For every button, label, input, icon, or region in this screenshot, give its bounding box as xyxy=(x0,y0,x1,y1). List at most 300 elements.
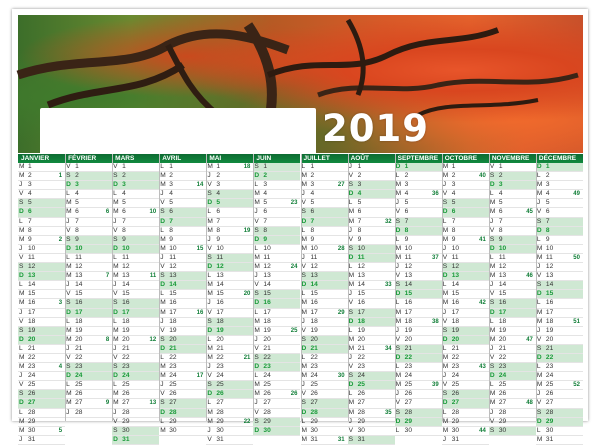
day-letter: M xyxy=(348,399,355,407)
day-number: 13 xyxy=(545,272,554,280)
day-row xyxy=(395,218,442,227)
day-row xyxy=(301,181,348,190)
day-letter: M xyxy=(395,190,402,198)
day-row xyxy=(112,199,159,208)
day-row xyxy=(348,427,395,436)
day-row xyxy=(489,418,536,427)
day-row xyxy=(65,263,112,272)
day-number: 22 xyxy=(310,353,318,361)
day-row xyxy=(395,254,442,263)
day-row xyxy=(442,345,489,354)
day-number: 16 xyxy=(310,299,318,307)
day-number: 20 xyxy=(169,335,177,343)
day-number: 9 xyxy=(404,235,409,243)
month-header: FÉVRIER xyxy=(65,154,112,163)
day-number: 5 xyxy=(75,199,79,207)
day-letter: M xyxy=(442,363,449,371)
month-header: JUIN xyxy=(253,154,300,163)
day-letter: L xyxy=(160,290,164,298)
day-letter: D xyxy=(19,335,24,343)
day-row xyxy=(112,390,159,399)
day-row xyxy=(206,381,253,390)
day-number: 5 xyxy=(451,199,456,207)
day-number: 24 xyxy=(263,372,271,380)
day-letter: S xyxy=(254,417,259,425)
day-row xyxy=(442,299,489,308)
day-letter: V xyxy=(254,408,259,416)
day-number: 19 xyxy=(169,326,177,334)
column-divider xyxy=(301,154,302,421)
week-number: 10 xyxy=(149,209,157,216)
day-number: 6 xyxy=(263,208,268,216)
day-row xyxy=(18,254,65,263)
day-letter: L xyxy=(207,399,211,407)
day-letter: L xyxy=(254,181,259,189)
day-letter: M xyxy=(395,181,402,189)
day-row xyxy=(112,163,159,172)
day-number: 22 xyxy=(169,353,177,361)
day-number: 23 xyxy=(404,363,412,371)
day-row xyxy=(348,345,395,354)
day-letter: M xyxy=(536,181,543,189)
day-row xyxy=(348,363,395,372)
day-list xyxy=(301,163,348,445)
day-letter: J xyxy=(207,299,211,307)
day-row xyxy=(489,381,536,390)
day-letter: L xyxy=(536,363,541,371)
day-row xyxy=(395,199,442,208)
day-letter: M xyxy=(348,281,355,289)
day-row xyxy=(489,427,536,436)
day-letter: L xyxy=(536,172,541,180)
day-number: 8 xyxy=(404,226,409,234)
day-number: 25 xyxy=(122,381,130,389)
day-number: 14 xyxy=(404,281,412,289)
day-number: 13 xyxy=(310,272,318,280)
day-number: 7 xyxy=(404,217,409,225)
day-number: 16 xyxy=(169,299,177,307)
day-number: 3 xyxy=(404,181,409,189)
day-number: 29 xyxy=(263,417,271,425)
day-row xyxy=(159,336,206,345)
day-row xyxy=(65,181,112,190)
day-row xyxy=(206,181,253,190)
day-letter: L xyxy=(113,381,117,389)
week-number: 40 xyxy=(479,173,486,180)
day-number: 21 xyxy=(545,344,554,352)
day-row xyxy=(18,427,65,436)
day-row xyxy=(65,299,112,308)
day-letter: J xyxy=(254,208,258,216)
day-number: 18 xyxy=(122,317,130,325)
day-number: 1 xyxy=(263,163,268,170)
day-row xyxy=(442,363,489,372)
day-number: 19 xyxy=(122,326,130,334)
day-number: 30 xyxy=(263,426,271,434)
day-letter: S xyxy=(301,272,306,280)
day-row xyxy=(253,236,300,245)
day-number: 11 xyxy=(122,253,130,261)
day-letter: J xyxy=(301,381,305,389)
day-row xyxy=(301,309,348,318)
week-number: 7 xyxy=(105,273,110,280)
day-number: 5 xyxy=(545,199,550,207)
day-row xyxy=(206,281,253,290)
day-letter: D xyxy=(19,272,24,280)
day-number: 15 xyxy=(357,290,365,298)
day-letter: S xyxy=(254,163,259,170)
day-row xyxy=(253,327,300,336)
day-row xyxy=(301,263,348,272)
day-letter: D xyxy=(395,353,401,361)
day-letter: L xyxy=(66,381,70,389)
day-letter: D xyxy=(113,435,118,443)
day-letter: M xyxy=(395,253,402,261)
day-number: 25 xyxy=(75,381,83,389)
day-number: 17 xyxy=(263,308,271,316)
day-number: 10 xyxy=(263,244,271,252)
day-row xyxy=(206,418,253,427)
day-letter: M xyxy=(207,417,213,425)
day-number: 12 xyxy=(404,263,412,271)
day-number: 28 xyxy=(404,408,412,416)
day-number: 17 xyxy=(75,308,83,316)
day-number: 27 xyxy=(310,399,318,407)
day-letter: M xyxy=(254,381,260,389)
day-number: 12 xyxy=(122,263,130,271)
day-row xyxy=(206,363,253,372)
day-number: 28 xyxy=(216,408,224,416)
day-row xyxy=(18,372,65,381)
day-letter: V xyxy=(66,353,71,361)
day-row xyxy=(489,409,536,418)
day-number: 6 xyxy=(122,208,126,216)
day-letter: S xyxy=(442,390,448,398)
day-number: 7 xyxy=(28,217,32,225)
day-row xyxy=(301,318,348,327)
day-letter: J xyxy=(395,263,399,271)
day-number: 6 xyxy=(28,208,32,216)
day-row xyxy=(489,318,536,327)
day-letter: J xyxy=(66,217,70,225)
day-row xyxy=(253,199,300,208)
day-letter: L xyxy=(348,263,353,271)
day-letter: J xyxy=(254,335,258,343)
day-number: 24 xyxy=(310,372,318,380)
day-row xyxy=(348,372,395,381)
day-letter: L xyxy=(395,172,400,180)
day-number: 17 xyxy=(451,308,460,316)
day-letter: L xyxy=(395,299,400,307)
day-letter: D xyxy=(19,208,24,216)
day-row xyxy=(395,354,442,363)
day-number: 27 xyxy=(451,399,460,407)
header-photo xyxy=(18,15,583,153)
day-letter: M xyxy=(489,208,496,216)
day-number: 16 xyxy=(263,299,271,307)
day-row xyxy=(112,418,159,427)
day-letter: S xyxy=(19,263,24,271)
day-letter: S xyxy=(536,281,542,289)
day-number: 16 xyxy=(122,299,130,307)
day-letter: S xyxy=(254,353,259,361)
day-letter: M xyxy=(207,226,213,234)
day-letter: M xyxy=(254,390,260,398)
day-number: 17 xyxy=(169,308,177,316)
week-number: 51 xyxy=(573,318,580,325)
day-row xyxy=(536,409,583,418)
day-letter: S xyxy=(254,226,259,234)
day-number: 4 xyxy=(545,190,550,198)
day-letter: D xyxy=(395,163,401,170)
day-number: 9 xyxy=(75,235,79,243)
day-letter: J xyxy=(442,308,447,316)
day-number: 24 xyxy=(122,372,130,380)
day-number: 20 xyxy=(498,335,507,343)
day-letter: D xyxy=(66,372,71,380)
day-letter: L xyxy=(19,408,23,416)
day-letter: J xyxy=(442,244,447,252)
day-letter: D xyxy=(160,344,166,352)
day-letter: D xyxy=(442,399,448,407)
column-divider xyxy=(65,154,66,421)
day-row xyxy=(536,218,583,227)
day-letter: D xyxy=(442,335,448,343)
day-row xyxy=(65,318,112,327)
day-row xyxy=(112,299,159,308)
day-letter: V xyxy=(301,199,306,207)
day-letter: D xyxy=(254,363,260,371)
day-letter: M xyxy=(160,426,166,434)
day-row xyxy=(301,327,348,336)
day-number: 6 xyxy=(498,208,503,216)
day-letter: J xyxy=(66,408,70,416)
day-letter: M xyxy=(442,417,449,425)
day-number: 26 xyxy=(216,390,224,398)
day-row xyxy=(65,190,112,199)
day-row xyxy=(395,245,442,254)
day-row xyxy=(395,208,442,217)
month-header: NOVEMBRE xyxy=(489,154,536,163)
day-number: 13 xyxy=(216,272,224,280)
day-number: 27 xyxy=(216,399,224,407)
day-row xyxy=(442,190,489,199)
day-letter: L xyxy=(19,217,23,225)
day-number: 22 xyxy=(357,353,365,361)
day-row xyxy=(65,172,112,181)
day-letter: L xyxy=(489,253,494,261)
day-number: 2 xyxy=(545,172,550,180)
day-number: 4 xyxy=(310,190,315,198)
day-row xyxy=(395,290,442,299)
day-row xyxy=(301,281,348,290)
day-letter: J xyxy=(160,253,164,261)
day-number: 15 xyxy=(28,290,36,298)
day-number: 14 xyxy=(122,281,130,289)
day-letter: V xyxy=(160,263,165,271)
day-number: 6 xyxy=(75,208,79,216)
day-number: 12 xyxy=(498,263,507,271)
day-row xyxy=(536,290,583,299)
day-number: 18 xyxy=(545,317,554,325)
day-number: 1 xyxy=(216,163,220,170)
day-row xyxy=(395,345,442,354)
day-letter: M xyxy=(113,272,119,280)
day-number: 7 xyxy=(169,217,173,225)
day-row xyxy=(536,427,583,436)
day-letter: V xyxy=(66,290,71,298)
day-row xyxy=(65,227,112,236)
day-row xyxy=(18,199,65,208)
month-header: AVRIL xyxy=(159,154,206,163)
day-letter: M xyxy=(19,363,25,371)
day-row xyxy=(395,381,442,390)
day-row xyxy=(206,290,253,299)
day-letter: L xyxy=(160,353,164,361)
week-number: 36 xyxy=(432,191,439,198)
day-row xyxy=(536,336,583,345)
week-number: 42 xyxy=(479,300,486,307)
day-letter: D xyxy=(254,426,260,434)
day-row xyxy=(395,181,442,190)
day-number: 25 xyxy=(545,381,554,389)
day-number: 2 xyxy=(75,172,79,180)
day-number: 26 xyxy=(75,390,83,398)
day-letter: D xyxy=(442,272,448,280)
day-letter: S xyxy=(489,235,495,243)
week-number: 35 xyxy=(384,409,392,416)
day-number: 23 xyxy=(28,363,36,371)
day-letter: L xyxy=(160,226,164,234)
week-number: 15 xyxy=(196,245,204,252)
day-letter: L xyxy=(442,408,447,416)
day-letter: L xyxy=(489,381,494,389)
day-number: 5 xyxy=(498,199,503,207)
day-letter: M xyxy=(254,190,260,198)
day-list xyxy=(253,163,300,436)
day-number: 4 xyxy=(357,190,362,198)
day-number: 21 xyxy=(75,344,83,352)
day-number: 24 xyxy=(75,372,83,380)
day-row xyxy=(159,272,206,281)
day-letter: J xyxy=(536,326,541,334)
day-number: 29 xyxy=(451,417,460,425)
day-row xyxy=(395,163,442,172)
day-number: 17 xyxy=(404,308,412,316)
day-letter: M xyxy=(254,253,260,261)
day-letter: M xyxy=(160,181,166,189)
day-row xyxy=(442,272,489,281)
day-row xyxy=(159,427,206,436)
day-row xyxy=(65,272,112,281)
day-number: 19 xyxy=(310,326,318,334)
day-letter: M xyxy=(489,263,496,271)
day-row xyxy=(206,354,253,363)
day-number: 14 xyxy=(169,281,177,289)
custom-text-box xyxy=(40,108,316,155)
day-letter: V xyxy=(348,235,353,243)
day-number: 7 xyxy=(451,217,456,225)
day-letter: M xyxy=(348,208,355,216)
day-letter: S xyxy=(254,290,259,298)
day-letter: D xyxy=(348,381,354,389)
day-letter: V xyxy=(489,163,495,170)
day-number: 8 xyxy=(263,226,268,234)
day-letter: M xyxy=(113,199,119,207)
day-row xyxy=(442,208,489,217)
day-row xyxy=(395,227,442,236)
day-row xyxy=(348,254,395,263)
day-letter: D xyxy=(160,217,166,225)
day-row xyxy=(159,190,206,199)
day-row xyxy=(301,418,348,427)
day-number: 27 xyxy=(498,399,507,407)
day-number: 23 xyxy=(75,363,83,371)
day-number: 11 xyxy=(545,253,553,261)
day-letter: M xyxy=(160,372,166,380)
day-letter: J xyxy=(489,281,494,289)
day-row xyxy=(489,227,536,236)
day-letter: J xyxy=(348,226,352,234)
day-letter: L xyxy=(66,190,70,198)
day-letter: M xyxy=(536,244,543,252)
day-letter: J xyxy=(301,317,305,325)
day-row xyxy=(348,336,395,345)
day-number: 22 xyxy=(122,353,130,361)
day-row xyxy=(536,381,583,390)
day-number: 27 xyxy=(545,399,554,407)
day-row xyxy=(348,208,395,217)
day-number: 11 xyxy=(310,253,318,261)
day-row xyxy=(442,390,489,399)
day-number: 19 xyxy=(216,326,224,334)
day-letter: M xyxy=(536,381,543,389)
day-row xyxy=(536,199,583,208)
day-letter: M xyxy=(301,172,307,180)
day-letter: S xyxy=(160,335,165,343)
day-number: 23 xyxy=(310,363,318,371)
week-number: 43 xyxy=(479,364,486,371)
day-number: 23 xyxy=(451,363,460,371)
day-row xyxy=(536,190,583,199)
day-row xyxy=(536,309,583,318)
day-number: 22 xyxy=(498,353,507,361)
day-letter: L xyxy=(442,344,447,352)
day-row xyxy=(395,309,442,318)
week-number: 22 xyxy=(243,418,251,425)
day-letter: M xyxy=(348,344,355,352)
day-row xyxy=(112,372,159,381)
day-number: 14 xyxy=(216,281,224,289)
day-number: 6 xyxy=(216,208,220,216)
day-row xyxy=(442,218,489,227)
day-letter: V xyxy=(489,353,495,361)
day-number: 10 xyxy=(28,244,36,252)
day-row xyxy=(18,208,65,217)
day-number: 13 xyxy=(404,272,412,280)
day-number: 18 xyxy=(310,317,318,325)
week-number: 50 xyxy=(573,254,580,261)
day-number: 7 xyxy=(357,217,362,225)
day-letter: V xyxy=(207,308,212,316)
day-letter: L xyxy=(301,163,306,170)
day-list xyxy=(65,163,112,418)
day-letter: J xyxy=(536,390,541,398)
day-letter: L xyxy=(113,253,117,261)
day-row xyxy=(206,399,253,408)
week-number: 39 xyxy=(432,382,439,389)
week-number: 14 xyxy=(196,182,204,189)
